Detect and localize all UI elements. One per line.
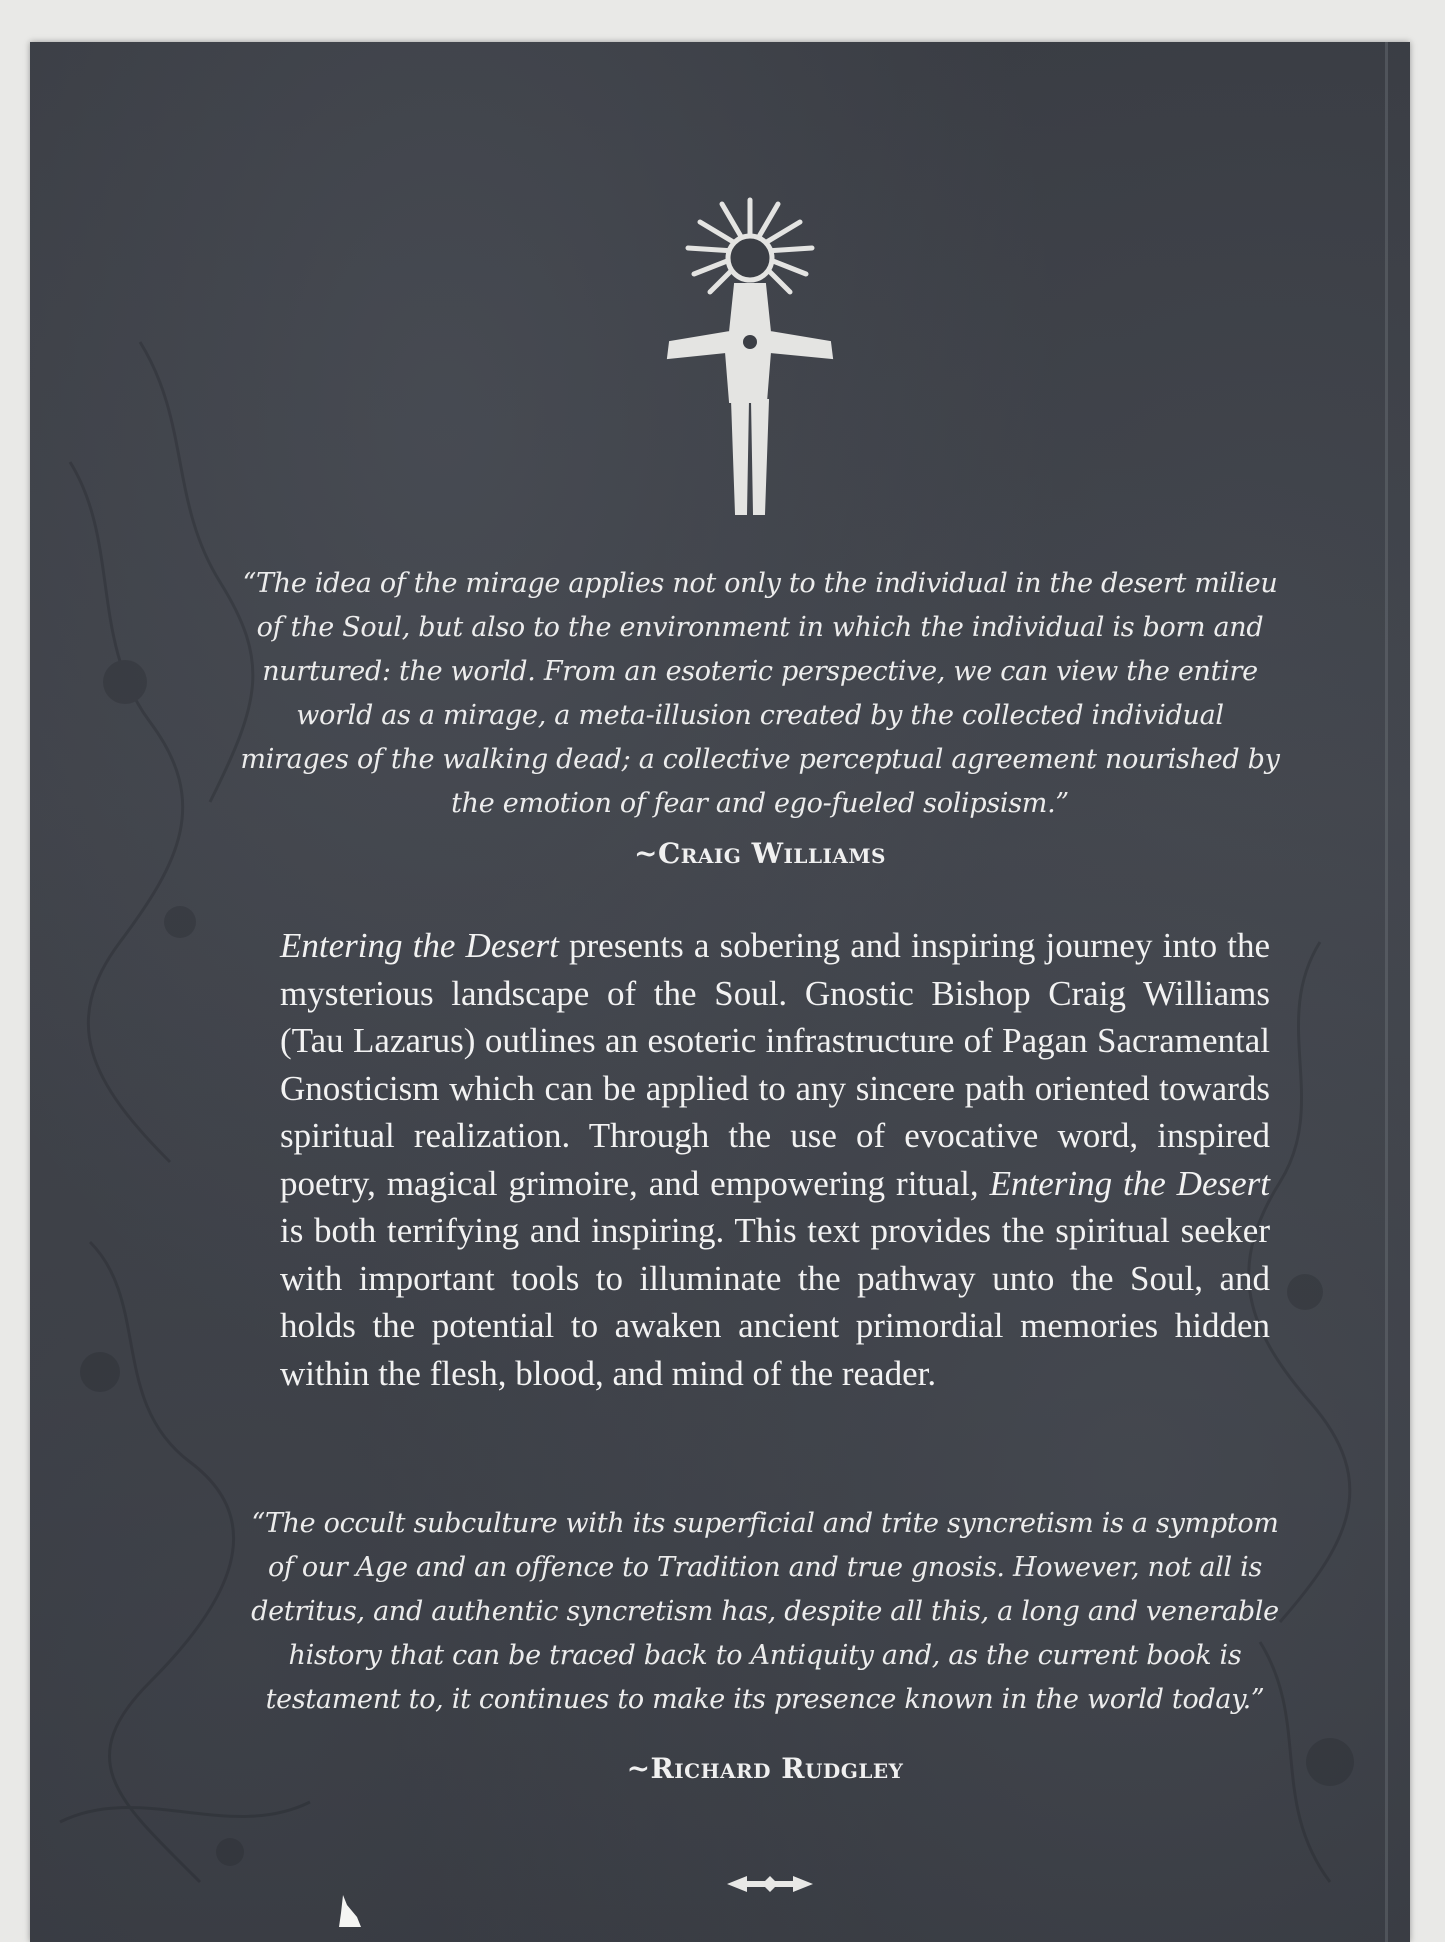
book-back-cover (30, 42, 1410, 1942)
tree-silhouette-icon (335, 1895, 365, 1927)
arrow-ornament-icon (725, 1872, 815, 1896)
quote-richard-rudgley: “The occult subculture with its superficial and trite syncretism is a symptom of our Age and an offence to Tradition and true gnosis. However, not all is detritus, and authentic syncretism has, despite all this, a long and venerable history that can be traced back to Antiquity and, as the current book is testament to, it continues to make its presence known in the world today.” (251, 1508, 1279, 1715)
quote-craig-williams: “The idea of the mirage applies not only to the individual in the desert milieu of the Soul, but also to the environment in which the individual is born and nurtured: the world. From an esoteric perspective, we can view the entire world as a mirage, a meta-illusion created by the collected individual mirages of the walking dead; a collective perceptual agreement nourished by the emotion of fear and ego-fueled solipsism.” (240, 568, 1280, 819)
cover-edge (1385, 42, 1388, 1942)
book-description (280, 922, 1270, 1397)
description-text: presents a sobering and inspiring journey into the mysterious landscape of the Soul. Gnostic Bishop Craig Williams (Tau Lazarus) outlines an esoteric infrastructure of Pagan Sacramental Gnosticism which can be applied to any sincere path oriented towards spiritual realization. Through the use of evocative word, inspired poetry, magical grimoire, and empowering ritual, (280, 926, 1270, 1203)
book-title: Entering the Desert (280, 926, 559, 965)
quote-attribution: ~Craig Williams (634, 837, 886, 870)
quote-attribution: ~Richard Rudgley (626, 1752, 904, 1785)
description-text: is both terrifying and inspiring. This text provides the spiritual seeker with important tools to illuminate the pathway unto the Soul, and holds the potential to awaken ancient primordial memories hidden within the flesh, blood, and mind of the reader. (280, 1211, 1270, 1393)
sun-headed-figure-icon (650, 192, 850, 532)
book-title: Entering the Desert (989, 1163, 1270, 1203)
